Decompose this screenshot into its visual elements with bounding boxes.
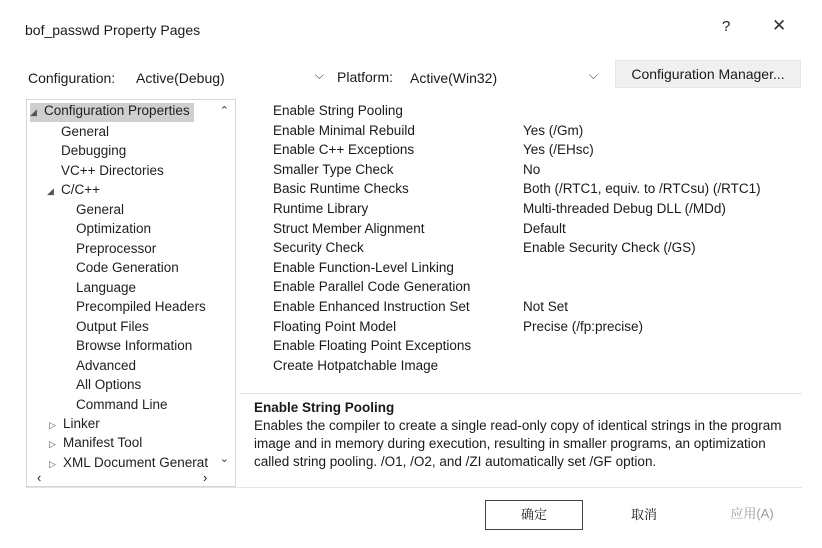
tree-item-label: Advanced [76,358,137,373]
title-bar [0,0,822,58]
property-value[interactable]: Default [523,220,566,236]
scroll-down-icon[interactable]: ⌄ [219,453,229,465]
property-row[interactable] [240,356,802,376]
tree-item-command-line[interactable] [76,397,168,416]
property-name: Enable Parallel Code Generation [273,279,471,295]
property-name: Enable Floating Point Exceptions [273,338,472,354]
property-grid [240,99,802,385]
tree-item-label: Code Generation [76,260,179,275]
close-icon[interactable]: ✕ [772,16,787,35]
property-value[interactable]: Yes (/Gm) [523,122,584,138]
collapsed-arrow-icon[interactable]: ▷ [49,459,56,469]
property-row[interactable] [240,121,802,141]
tree-item-label: Precompiled Headers [76,299,206,314]
description-title: Enable String Pooling [254,400,395,415]
property-tree[interactable] [26,99,236,487]
property-row[interactable] [240,336,802,356]
tree-item-c-cpp[interactable] [47,182,100,201]
button-divider [26,487,802,488]
tree-item-label: Language [76,280,137,295]
scroll-left-icon[interactable]: ‹ [37,470,42,485]
tree-item-label: Debugging [61,143,127,158]
tree-item-code-generation[interactable] [76,260,179,279]
configuration-manager-button[interactable]: Configuration Manager... [615,60,801,88]
tree-item-output-files[interactable] [76,319,149,338]
expanded-arrow-icon[interactable]: ◢ [30,107,37,117]
apply-button[interactable]: 应用(A) [730,506,774,521]
tree-item-precompiled-headers[interactable] [76,299,206,318]
scroll-up-icon[interactable]: ⌃ [219,105,229,117]
property-row[interactable] [240,297,802,317]
tree-item-label: VC++ Directories [61,163,164,178]
property-name: Enable Enhanced Instruction Set [273,299,470,314]
collapsed-arrow-icon[interactable]: ▷ [49,420,56,430]
platform-dropdown[interactable] [406,64,602,90]
description-panel [240,393,802,488]
expanded-arrow-icon[interactable]: ◢ [47,186,54,196]
tree-item-label: All Options [76,377,142,392]
property-value[interactable]: Both (/RTC1, equiv. to /RTCsu) (/RTC1) [523,181,761,197]
property-row[interactable] [240,219,802,239]
property-row[interactable] [240,277,802,297]
tree-item-general[interactable] [61,124,109,143]
tree-item-label: Command Line [76,397,168,412]
property-value[interactable]: No [523,161,541,177]
description-text: Enables the compiler to create a single read-only copy of identical strings in the program image and in memory during execution, resulting in smaller programs, an optimization called string pooling. /O1, /O2, and /ZI automatically set /GF option. [254,418,782,469]
tree-item-vc-directories[interactable] [61,163,164,182]
tree-item-cpp-general[interactable] [76,202,124,221]
tree-item-label: C/C++ [61,182,101,197]
window-title: bof_passwd Property Pages [25,22,201,38]
property-row[interactable] [240,199,802,219]
tree-item-manifest-tool[interactable] [49,435,142,454]
property-value[interactable]: Yes (/EHsc) [523,142,594,158]
property-value[interactable]: Multi-threaded Debug DLL (/MDd) [523,201,726,216]
property-row[interactable] [240,179,802,199]
property-row[interactable] [240,101,802,121]
collapsed-arrow-icon[interactable]: ▷ [49,439,56,449]
tree-item-advanced[interactable] [76,358,136,377]
tree-item-debugging[interactable] [61,143,126,162]
tree-item-optimization[interactable] [76,221,151,240]
cancel-button[interactable]: 取消 [630,507,657,522]
property-row[interactable] [240,258,802,278]
property-name: Create Hotpatchable Image [273,357,439,373]
property-name: Floating Point Model [273,318,397,334]
property-row[interactable] [240,140,802,160]
property-row[interactable] [240,317,802,337]
tree-item-browse-information[interactable] [76,338,192,357]
scroll-right-icon[interactable]: › [203,470,208,485]
platform-label: Platform: [337,69,394,85]
property-value[interactable]: Enable Security Check (/GS) [523,240,696,256]
tree-item-all-options[interactable] [76,377,141,396]
tree-item-label: XML Document Generat [63,455,209,470]
tree-item-preprocessor[interactable] [76,241,156,260]
tree-item-label: Linker [63,416,100,431]
tree-item-label: Output Files [76,319,149,334]
property-name: Enable Minimal Rebuild [273,122,415,138]
property-name: Smaller Type Check [273,161,394,177]
tree-item-label: Browse Information [76,338,193,353]
tree-item-label: Configuration Properties [44,103,190,118]
property-name: Enable C++ Exceptions [273,142,415,158]
chevron-down-icon: ⌵ [588,68,598,82]
ok-button[interactable]: 确定 [485,500,583,530]
property-name: Enable Function-Level Linking [273,259,454,275]
property-name: Enable String Pooling [273,103,403,118]
tree-item-label: Preprocessor [76,241,157,256]
property-value[interactable]: Not Set [523,299,569,314]
property-name: Runtime Library [273,201,369,216]
horizontal-scrollbar[interactable] [27,470,235,486]
tree-item-label: Optimization [76,221,152,236]
tree-item-label: General [76,202,125,217]
tree-item-label: Manifest Tool [63,435,143,450]
help-button[interactable]: ? [722,18,731,35]
tree-item-language[interactable] [76,280,136,299]
property-name: Security Check [273,240,364,256]
configuration-label: Configuration: [28,70,116,86]
configuration-value: Active(Debug) [136,70,225,86]
platform-value: Active(Win32) [410,70,498,86]
property-name: Basic Runtime Checks [273,181,409,197]
property-name: Struct Member Alignment [273,220,425,236]
tree-item-configuration-properties[interactable] [30,103,194,122]
property-value[interactable]: Precise (/fp:precise) [523,318,644,334]
property-row[interactable] [240,160,802,180]
configuration-dropdown[interactable] [132,64,328,90]
tree-item-linker[interactable] [49,416,100,435]
chevron-down-icon: ⌵ [314,68,324,82]
property-row[interactable] [240,238,802,258]
tree-item-label: General [61,124,110,139]
